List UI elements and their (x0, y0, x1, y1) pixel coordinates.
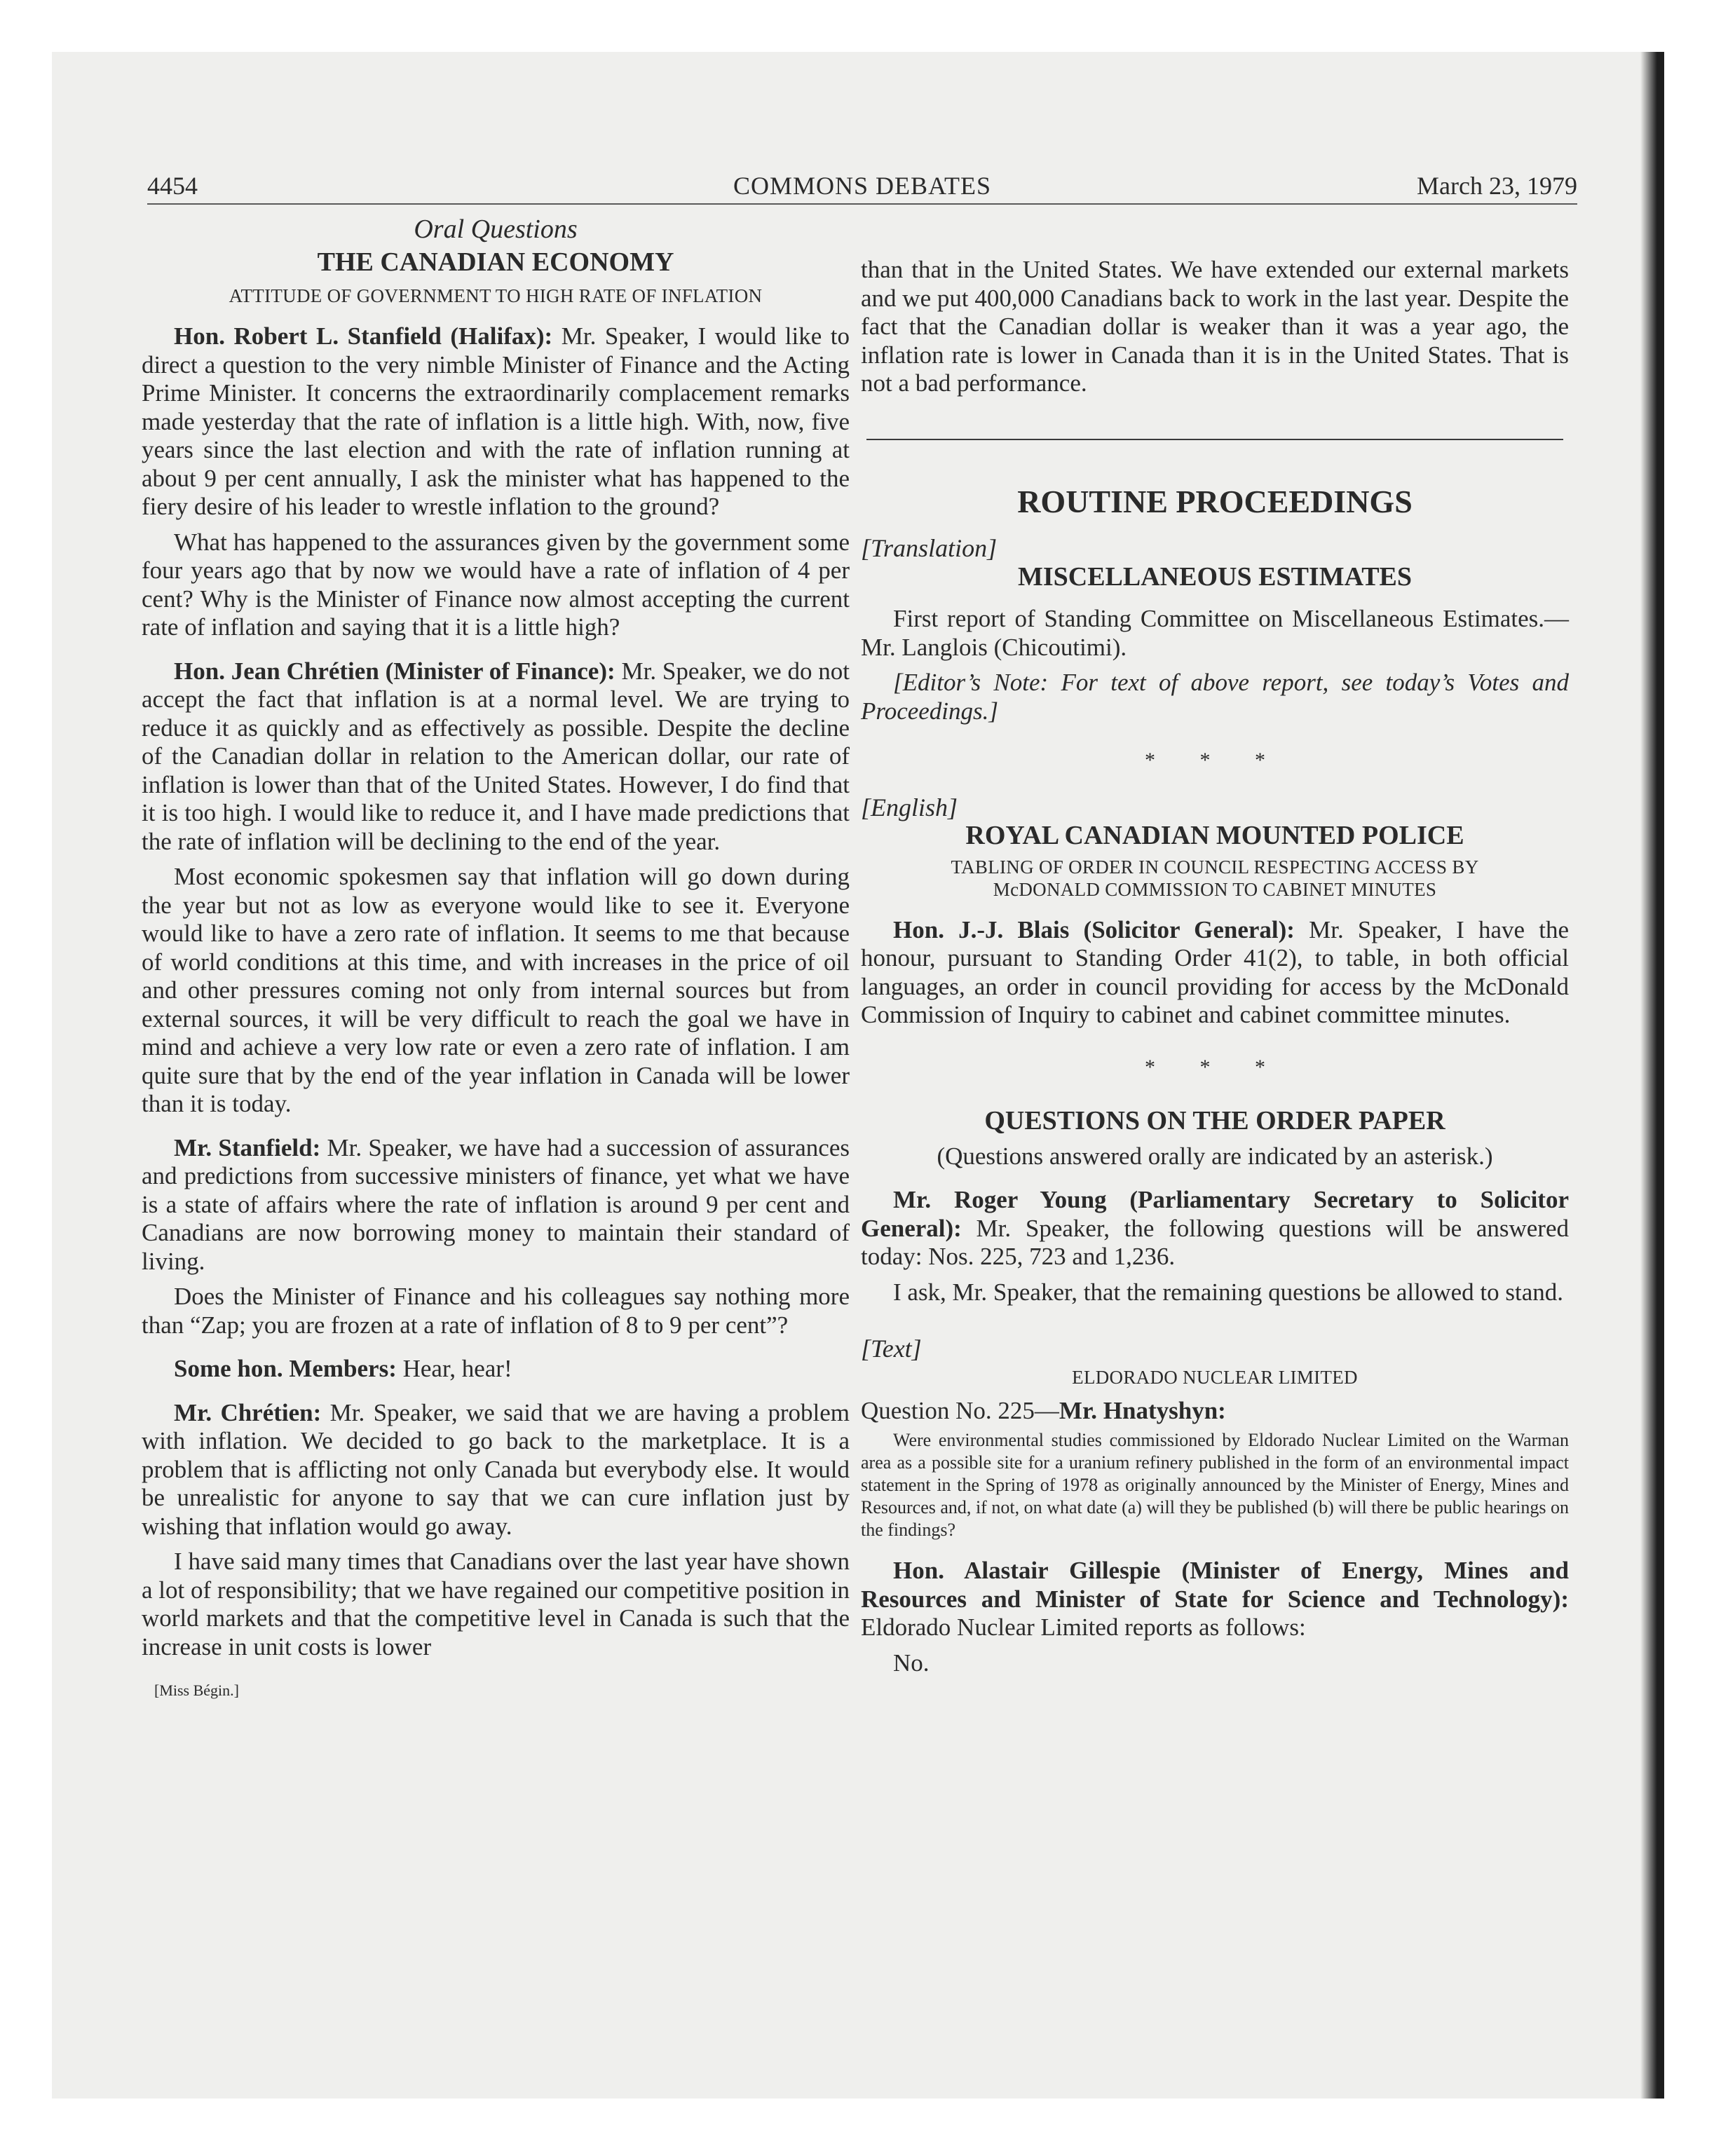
section-subheading: ATTITUDE OF GOVERNMENT TO HIGH RATE OF INFLATION (229, 285, 763, 306)
editors-note: [Editor’s Note: For text of above report, see today’s Votes and Proceedings.] (861, 669, 1569, 725)
paragraph-young (861, 1186, 1569, 1271)
speaker-name: Hon. Alastair Gillespie (Minister of Energy, Mines and Resources and Minister of State for Science and Technology): (861, 1557, 1569, 1613)
publication-title: COMMONS DEBATES (733, 172, 992, 200)
paragraph-chretien-1 (142, 657, 850, 857)
continued-paragraph: than that in the United States. We have extended our external markets and we put 400,000 Canadians back to work in the last year. Despite the fact that the Canadian dollar is weaker than it was a year ago, the inflation rate is lower in Canada than it is in the United States. That is not a bad performance. (861, 256, 1569, 397)
speaker-name: Mr. Stanfield: (174, 1133, 321, 1161)
paragraph-blais (861, 916, 1569, 1030)
rcmp-subheading-line-2: McDONALD COMMISSION TO CABINET MINUTES (993, 878, 1437, 900)
answer-text: No. (893, 1649, 930, 1677)
routine-proceedings-heading: ROUTINE PROCEEDINGS (1017, 483, 1413, 519)
section-label: Oral Questions (414, 214, 578, 244)
paragraph-chretien-2: Most economic spokesmen say that inflation will go down during the year but not as low as everyone would like to see it. Everyone would like to have a zero rate of inflation. It seems to me that because of world conditions at this time, and with increases in the price of oil and other pressures coming not only from internal sources but from external sources, it will be very difficult to reach the goal we have in mind and achieve a very low rate or even a zero rate of inflation. I am quite sure that by the end of the year inflation in Canada will be lower than it is today. (142, 863, 850, 1117)
questions-order-paper-heading: QUESTIONS ON THE ORDER PAPER (984, 1106, 1445, 1135)
page-edge-shadow (1640, 52, 1664, 2099)
speech-text: Mr. Speaker, we said that we are having a problem with inflation. We decided to go back to the marketplace. It is a problem that is afflicting not only Canada but everybody else. It would be unrealistic for anyone to say that we can cure inflation just by wishing that inflation would go away. (142, 1398, 850, 1540)
speaker-name: Hon. Jean Chrétien (Minister of Finance): (174, 657, 615, 685)
speaker-name: Mr. Chrétien: (174, 1398, 322, 1426)
translation-tag: [Translation] (861, 534, 998, 562)
questions-note: (Questions answered orally are indicated by an asterisk.) (937, 1142, 1493, 1170)
paragraph-young-2: I ask, Mr. Speaker, that the remaining questions be allowed to stand. (893, 1278, 1564, 1306)
scan-speck (861, 440, 1569, 456)
misc-estimates-heading: MISCELLANEOUS ESTIMATES (1017, 561, 1413, 592)
paragraph-stanfield-1 (142, 322, 850, 521)
publication-date: March 23, 1979 (1417, 172, 1577, 200)
speaker-name: Hon. Robert L. Stanfield (Halifax): (174, 322, 553, 350)
misc-estimates-text: First report of Standing Committee on Miscellaneous Estimates.—Mr. Langlois (Chicoutimi). (861, 605, 1569, 661)
text-tag: [Text] (861, 1335, 922, 1363)
question-member: Mr. Hnatyshyn: (1059, 1396, 1226, 1424)
speaker-name: Some hon. Members: (174, 1355, 397, 1382)
speech-text: Mr. Speaker, the following questions will be answered today: Nos. 225, 723 and 1,236. (861, 1214, 1569, 1270)
speaker-name: Hon. J.-J. Blais (Solicitor General): (893, 915, 1295, 943)
paragraph-stanfield-2: What has happened to the assurances given by the government some four years ago that by now we would have a rate of inflation of 4 per cent? Why is the Minister of Finance now almost accepting the current rate of inflation and saying that it is a little high? (142, 528, 850, 641)
paragraph-members (142, 1355, 850, 1384)
question-line (861, 1397, 1569, 1426)
footnote-speaker: [Miss Bégin.] (154, 1681, 239, 1699)
section-separator-stars: * * * (1145, 1055, 1285, 1079)
section-separator-stars: * * * (1145, 749, 1285, 772)
english-tag: [English] (861, 793, 958, 821)
left-column (142, 214, 850, 1705)
speech-text: Mr. Speaker, we do not accept the fact that inflation is at a normal level. We are trying to reduce it as quickly and as effectively as possible. Despite the decline of the Canadian dollar in relation to the American dollar, our rate of inflation is lower than that of the United States. However, I do find that it is too high. I would like to reduce it, and I have made predictions that the rate of inflation will be declining to the end of the year. (142, 657, 850, 855)
rcmp-heading: ROYAL CANADIAN MOUNTED POLICE (965, 821, 1464, 850)
speech-text: Mr. Speaker, I would like to direct a question to the very nimble Minister of Finance and the Acting Prime Minister. It concerns the extraordinarily complacement remarks made yesterday that the rate of inflation is a little high. With, now, five years since the last election and with the rate of inflation running at about 9 per cent annually, I ask the minister what has happened to the fiery desire of his leader to wrestle inflation to the ground? (142, 322, 850, 520)
question-text: Were environmental studies commissioned by Eldorado Nuclear Limited on the Warman area as a possible site for a uranium refinery published in the form of an environmental impact statement in the Spring of 1978 as originally announced by the Minister of Energy, Mines and Resources and, if not, on what date (a) will they be published (b) will there be public hearings on the findings? (861, 1430, 1569, 1540)
paragraph-stanfield-3 (142, 1134, 850, 1276)
paragraph-stanfield-4: Does the Minister of Finance and his colleagues say nothing more than “Zap; you are frozen at a rate of inflation of 8 to 9 per cent”? (142, 1283, 850, 1339)
speaker-name: Mr. Roger Young (Parliamentary Secretary to Solicitor General): (861, 1186, 1569, 1242)
speech-text: Mr. Speaker, I have the honour, pursuant to Standing Order 41(2), to table, in both official languages, an order in council providing for access by the McDonald Commission of Inquiry to cabinet and cabinet committee minutes. (861, 915, 1569, 1028)
paragraph-chretien-3 (142, 1399, 850, 1541)
eldorado-heading: ELDORADO NUCLEAR LIMITED (1072, 1366, 1358, 1388)
speech-text: Hear, hear! (396, 1355, 512, 1382)
speech-text: Mr. Speaker, we have had a succession of assurances and predictions from successive ministers of finance, yet what we have is a state of affairs where the rate of inflation is around 9 per cent and Canadians are now borrowing money to maintain their standard of living. (142, 1133, 850, 1275)
right-column (861, 214, 1569, 1677)
question-number: Question No. 225— (861, 1396, 1059, 1424)
page-number: 4454 (147, 172, 198, 200)
section-heading: THE CANADIAN ECONOMY (317, 247, 674, 277)
page-header (147, 163, 1577, 205)
paragraph-chretien-4: I have said many times that Canadians over the last year have shown a lot of responsibility; that we have regained our competitive position in world markets and that the competitive level in Canada is such that the increase in unit costs is lower (142, 1548, 850, 1660)
paragraph-gillespie (861, 1557, 1569, 1642)
rcmp-subheading-line-1: TABLING OF ORDER IN COUNCIL RESPECTING ACCESS BY (951, 856, 1479, 878)
speech-text: Eldorado Nuclear Limited reports as follows: (861, 1613, 1306, 1641)
